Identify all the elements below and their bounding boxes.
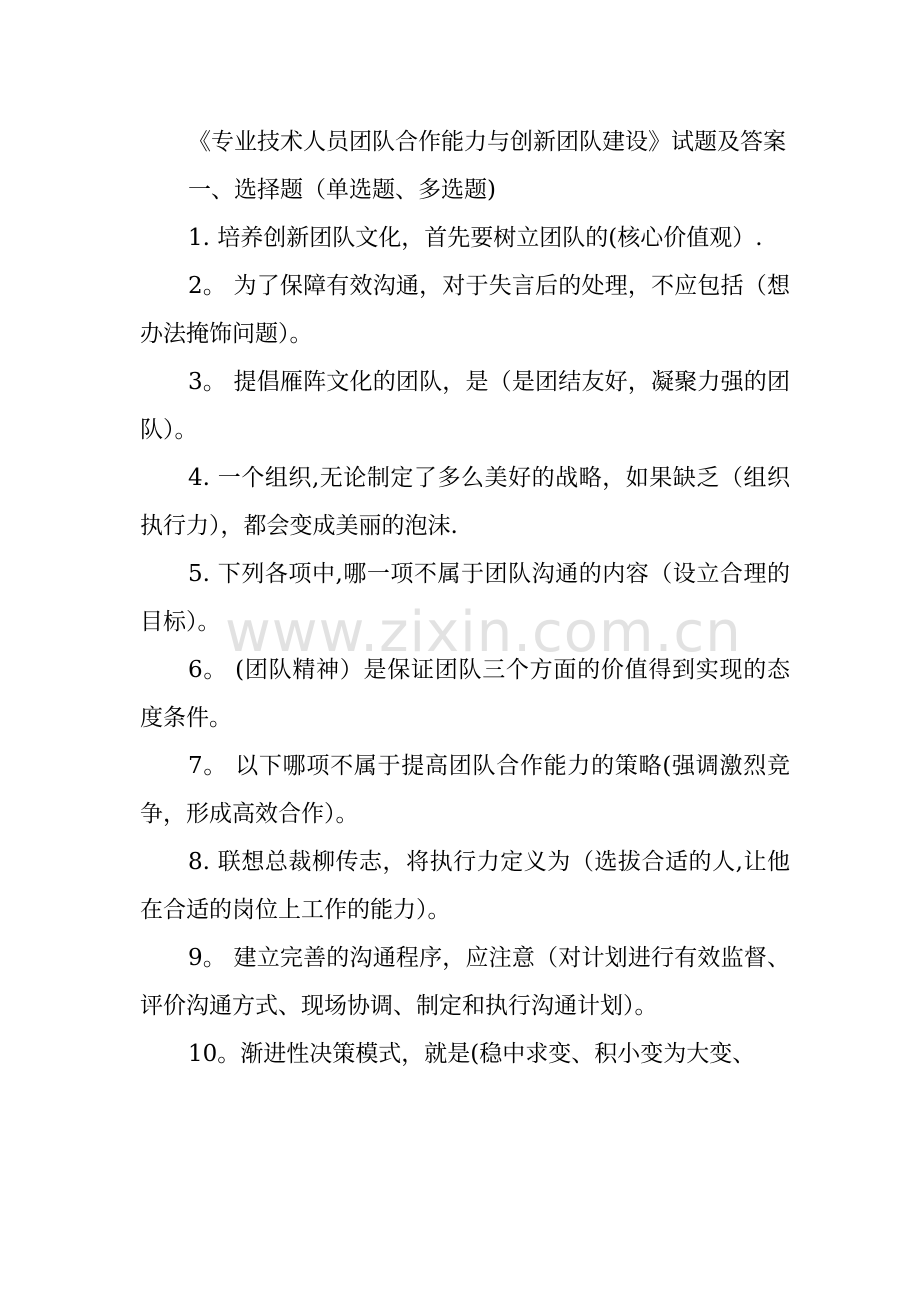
question-item-8: 8. 联想总裁柳传志，将执行力定义为（选拔合适的人,让他在合适的岗位上工作的能力）。: [140, 849, 790, 923]
question-item-6: 6。 (团队精神）是保证团队三个方面的价值得到实现的态度条件。: [140, 657, 790, 731]
question-item-7: 7。 以下哪项不属于提高团队合作能力的策略(强调激烈竞争，形成高效合作）。: [140, 753, 790, 827]
question-item-2: 2。 为了保障有效沟通，对于失言后的处理，不应包括（想办法掩饰问题）。: [140, 273, 790, 347]
document-title: 《专业技术人员团队合作能力与创新团队建设》试题及答案: [188, 129, 786, 155]
question-item-9: 9。 建立完善的沟通程序，应注意（对计划进行有效监督、评价沟通方式、现场协调、制定和执行沟通计划）。: [140, 945, 790, 1019]
watermark: www.zixin.com.cn: [225, 600, 742, 665]
question-item-4: 4. 一个组织,无论制定了多么美好的战略，如果缺乏（组织执行力），都会变成美丽的泡沫.: [140, 465, 790, 539]
question-item-3: 3。 提倡雁阵文化的团队，是（是团结友好，凝聚力强的团队）。: [140, 369, 790, 443]
question-item-10: 10。渐进性决策模式，就是(稳中求变、积小变为大变、: [188, 1041, 756, 1067]
section-heading: 一、选择题（单选题、多选题): [188, 177, 496, 203]
question-item-5: 5. 下列各项中,哪一项不属于团队沟通的内容（设立合理的目标）。: [140, 561, 790, 635]
question-item-1: 1. 培养创新团队文化，首先要树立团队的(核心价值观）.: [188, 225, 763, 251]
document-body: [140, 118, 790, 1078]
